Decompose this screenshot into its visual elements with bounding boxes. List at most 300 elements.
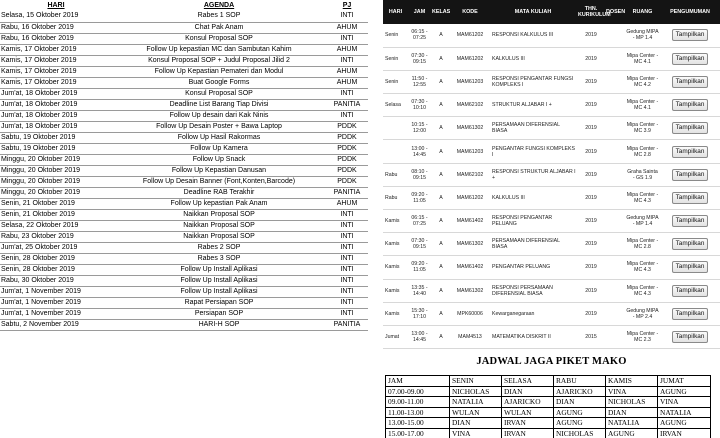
agenda-row xyxy=(0,165,368,176)
agenda-pj-cell: INTI xyxy=(326,231,368,242)
agenda-date-cell: Kamis, 17 Oktober 2019 xyxy=(0,66,112,77)
agenda-date-cell: Jum'at, 1 November 2019 xyxy=(0,308,112,319)
agenda-row xyxy=(0,88,368,99)
piket-name-cell: NATALIA xyxy=(450,397,502,408)
course-announcement-cell xyxy=(660,302,720,325)
piket-title: JADWAL JAGA PIKET MAKO xyxy=(476,356,627,367)
agenda-row xyxy=(0,187,368,198)
course-code-cell: MAM61202 xyxy=(451,47,489,70)
agenda-pj-cell: INTI xyxy=(326,33,368,44)
course-curriculum-cell: 2019 xyxy=(577,70,605,93)
piket-name-cell: RABU xyxy=(554,376,606,387)
agenda-pj-cell: INTI xyxy=(326,275,368,286)
agenda-row xyxy=(0,132,368,143)
agenda-pj-cell: INTI xyxy=(326,55,368,66)
piket-name-cell: WULAN xyxy=(450,407,502,418)
course-row xyxy=(383,279,720,302)
agenda-date-cell: Sabtu, 19 Oktober 2019 xyxy=(0,143,112,154)
piket-name-cell: DIAN xyxy=(450,418,502,429)
course-day-cell xyxy=(383,117,408,140)
piket-name-cell: KAMIS xyxy=(606,376,658,387)
course-curriculum-cell: 2019 xyxy=(577,233,605,256)
course-announcement-cell xyxy=(660,47,720,70)
course-curriculum-cell: 2019 xyxy=(577,24,605,47)
agenda-pj-cell: INTI xyxy=(326,88,368,99)
agenda-item-cell: Persiapan SOP xyxy=(112,308,326,319)
piket-name-cell: JUMAT xyxy=(658,376,711,387)
piket-name-cell: NICHOLAS xyxy=(554,428,606,438)
agenda-row xyxy=(0,121,368,132)
agenda-pj-cell: INTI xyxy=(326,253,368,264)
agenda-row xyxy=(0,220,368,231)
agenda-pj-cell: AHUM xyxy=(326,22,368,33)
agenda-date-cell: Kamis, 17 Oktober 2019 xyxy=(0,44,112,55)
course-header-row xyxy=(383,0,720,24)
agenda-row xyxy=(0,209,368,220)
course-code-cell: MAM62102 xyxy=(451,163,489,186)
agenda-pj-cell: PANITIA xyxy=(326,99,368,110)
agenda-item-cell: Deadline RAB Terakhir xyxy=(112,187,326,198)
agenda-item-cell: Follow Up Kepastian Danusan xyxy=(112,165,326,176)
agenda-row xyxy=(0,297,368,308)
show-announcement-button[interactable]: Tampilkan xyxy=(672,238,709,250)
piket-name-cell: SELASA xyxy=(502,376,554,387)
agenda-date-cell: Senin, 21 Oktober 2019 xyxy=(0,198,112,209)
course-day-cell: Senin xyxy=(383,47,408,70)
agenda-pj-cell: INTI xyxy=(326,220,368,231)
agenda-date-cell: Selasa, 22 Oktober 2019 xyxy=(0,220,112,231)
show-announcement-button[interactable]: Tampilkan xyxy=(672,146,709,158)
agenda-row xyxy=(0,77,368,88)
course-curriculum-cell: 2019 xyxy=(577,140,605,163)
course-announcement-cell xyxy=(660,24,720,47)
course-lecturer-cell xyxy=(605,140,625,163)
course-name-cell: PERSAMAAN DIFERENSIAL BIASA xyxy=(489,117,577,140)
course-name-cell: RESPONSI PENGANTAR FUNGSI KOMPLEKS I xyxy=(489,70,577,93)
course-announcement-cell xyxy=(660,186,720,209)
course-time-cell: 13:35 - 14:40 xyxy=(408,279,431,302)
agenda-date-cell: Rabu, 23 Oktober 2019 xyxy=(0,231,112,242)
course-code-cell: MAM61402 xyxy=(451,256,489,279)
show-announcement-button[interactable]: Tampilkan xyxy=(672,192,709,204)
agenda-item-cell: HARI-H SOP xyxy=(112,319,326,330)
agenda-date-cell: Senin, 28 Oktober 2019 xyxy=(0,253,112,264)
piket-time-cell: JAM xyxy=(386,376,450,387)
piket-name-cell: AGUNG xyxy=(554,407,606,418)
course-time-cell: 11:50 - 12:55 xyxy=(408,70,431,93)
piket-row xyxy=(386,418,711,429)
course-class-cell: A xyxy=(431,70,451,93)
piket-name-cell: AGUNG xyxy=(658,386,711,397)
course-room-cell: Mipa Center - MC 2.8 xyxy=(625,233,660,256)
piket-time-cell: 15.00-17.00 xyxy=(386,428,450,438)
agenda-item-cell: Deadline List Barang Tiap Divisi xyxy=(112,99,326,110)
agenda-pj-cell: AHUM xyxy=(326,77,368,88)
agenda-item-cell: Konsul Proposal SOP xyxy=(112,33,326,44)
course-time-cell: 09:20 - 11:05 xyxy=(408,256,431,279)
course-day-cell: Jumat xyxy=(383,325,408,348)
piket-name-cell: AJARICKO xyxy=(554,386,606,397)
course-class-cell: A xyxy=(431,210,451,233)
course-row xyxy=(383,117,720,140)
course-time-cell: 07:30 - 10:10 xyxy=(408,94,431,117)
course-curriculum-cell: 2019 xyxy=(577,163,605,186)
agenda-header-agenda: AGENDA xyxy=(203,1,235,9)
piket-name-cell: NATALIA xyxy=(606,418,658,429)
course-class-cell: A xyxy=(431,256,451,279)
course-name-cell: KALKULUS III xyxy=(489,186,577,209)
piket-name-cell: IRVAN xyxy=(502,418,554,429)
piket-name-cell: DIAN xyxy=(502,386,554,397)
agenda-date-cell: Jum'at, 18 Oktober 2019 xyxy=(0,110,112,121)
course-name-cell: PENGANTAR PELUANG xyxy=(489,256,577,279)
course-header-hari: HARI xyxy=(388,9,403,15)
course-curriculum-cell: 2019 xyxy=(577,94,605,117)
agenda-pj-cell: INTI xyxy=(326,286,368,297)
agenda-item-cell: Buat Google Forms xyxy=(112,77,326,88)
piket-name-cell: NICHOLAS xyxy=(450,386,502,397)
course-curriculum-cell: 2019 xyxy=(577,117,605,140)
agenda-item-cell: Naikkan Proposal SOP xyxy=(112,220,326,231)
course-announcement-cell xyxy=(660,163,720,186)
agenda-date-cell: Jum'at, 25 Oktober 2019 xyxy=(0,242,112,253)
show-announcement-button[interactable]: Tampilkan xyxy=(672,53,709,65)
agenda-row xyxy=(0,242,368,253)
course-name-cell: RESPONSI STRUKTUR ALJABAR I + xyxy=(489,163,577,186)
course-room-cell: Gedung MIPA - MP 1.4 xyxy=(625,24,660,47)
piket-name-cell: IRVAN xyxy=(658,428,711,438)
agenda-date-cell: Senin, 28 Oktober 2019 xyxy=(0,264,112,275)
show-announcement-button[interactable]: Tampilkan xyxy=(672,308,709,320)
course-header-kelas: KELAS xyxy=(432,9,451,15)
agenda-row xyxy=(0,11,368,22)
course-day-cell: Kamis xyxy=(383,302,408,325)
agenda-pj-cell: PANITIA xyxy=(326,319,368,330)
course-time-cell: 06:15 - 07:25 xyxy=(408,210,431,233)
course-lecturer-cell xyxy=(605,47,625,70)
agenda-row xyxy=(0,264,368,275)
agenda-pj-cell: PANITIA xyxy=(326,187,368,198)
agenda-table xyxy=(0,0,368,331)
piket-row xyxy=(386,397,711,408)
agenda-item-cell: Follow Up Desain Poster + Bawa Laptop xyxy=(112,121,326,132)
course-time-cell: 08:10 - 09:15 xyxy=(408,163,431,186)
course-lecturer-cell xyxy=(605,210,625,233)
course-lecturer-cell xyxy=(605,70,625,93)
agenda-item-cell: Follow Up desain dari Kak Ninis xyxy=(112,110,326,121)
course-time-cell: 10:15 - 12:00 xyxy=(408,117,431,140)
course-name-cell: RESPONSI KALKULUS III xyxy=(489,24,577,47)
show-announcement-button[interactable]: Tampilkan xyxy=(672,215,709,227)
course-announcement-cell xyxy=(660,117,720,140)
course-code-cell: MAM61202 xyxy=(451,186,489,209)
course-announcement-cell xyxy=(660,94,720,117)
course-row xyxy=(383,233,720,256)
piket-time-cell: 09.00-11.00 xyxy=(386,397,450,408)
course-room-cell: Gedung MIPA - MP 2.4 xyxy=(625,302,660,325)
course-curriculum-cell: 2019 xyxy=(577,302,605,325)
agenda-item-cell: Follow Up Install Aplikasi xyxy=(112,275,326,286)
course-class-cell: A xyxy=(431,163,451,186)
agenda-item-cell: Naikkan Proposal SOP xyxy=(112,231,326,242)
course-name-cell: PENGANTAR FUNGSI KOMPLEKS I xyxy=(489,140,577,163)
agenda-row xyxy=(0,99,368,110)
course-time-cell: 07:30 - 09:15 xyxy=(408,47,431,70)
agenda-date-cell: Rabu, 16 Oktober 2019 xyxy=(0,22,112,33)
course-time-cell: 13:00 - 14:45 xyxy=(408,140,431,163)
agenda-pj-cell: AHUM xyxy=(326,198,368,209)
course-announcement-cell xyxy=(660,70,720,93)
show-announcement-button[interactable]: Tampilkan xyxy=(672,169,709,181)
piket-name-cell: VINA xyxy=(606,386,658,397)
course-lecturer-cell xyxy=(605,256,625,279)
agenda-pj-cell: INTI xyxy=(326,209,368,220)
agenda-pj-cell: INTI xyxy=(326,242,368,253)
agenda-row xyxy=(0,275,368,286)
agenda-pj-cell: INTI xyxy=(326,308,368,319)
agenda-item-cell: Follow Up kepastian MC dan Sambutan Kahim xyxy=(112,44,326,55)
course-header-kode: KODE xyxy=(462,9,478,15)
course-code-cell: MAM61402 xyxy=(451,210,489,233)
agenda-row xyxy=(0,33,368,44)
course-name-cell: KALKULUS III xyxy=(489,47,577,70)
agenda-date-cell: Jum'at, 18 Oktober 2019 xyxy=(0,121,112,132)
piket-name-cell: AGUNG xyxy=(554,418,606,429)
course-header-thn: THN. KURIKULUM xyxy=(578,6,611,18)
agenda-row xyxy=(0,176,368,187)
course-announcement-cell xyxy=(660,210,720,233)
course-time-cell: 07:30 - 09:15 xyxy=(408,233,431,256)
course-code-cell: MAM61302 xyxy=(451,233,489,256)
course-code-cell: MAM62102 xyxy=(451,94,489,117)
agenda-item-cell: Rabes 3 SOP xyxy=(112,253,326,264)
course-room-cell: Mipa Center - MC 4.2 xyxy=(625,70,660,93)
course-day-cell: Selasa xyxy=(383,94,408,117)
agenda-pj-cell: PDDK xyxy=(326,121,368,132)
agenda-row xyxy=(0,143,368,154)
agenda-pj-cell: PDDK xyxy=(326,132,368,143)
course-class-cell: A xyxy=(431,186,451,209)
agenda-item-cell: Follow Up Kepastian Pemateri dan Modul xyxy=(112,66,326,77)
show-announcement-button[interactable]: Tampilkan xyxy=(672,285,709,297)
course-code-cell: MPK60006 xyxy=(451,302,489,325)
course-code-cell: MAM61302 xyxy=(451,279,489,302)
course-time-cell: 13:00 - 14:45 xyxy=(408,325,431,348)
piket-name-cell: IRVAN xyxy=(502,428,554,438)
course-code-cell: MAM61203 xyxy=(451,70,489,93)
course-day-cell: Kamis xyxy=(383,256,408,279)
agenda-item-cell: Follow Up Desain Banner (Font,Konten,Barcode) xyxy=(112,176,326,187)
course-lecturer-cell xyxy=(605,233,625,256)
piket-name-cell: NICHOLAS xyxy=(606,397,658,408)
piket-body xyxy=(386,376,711,438)
course-lecturer-cell xyxy=(605,186,625,209)
agenda-date-cell: Sabtu, 2 November 2019 xyxy=(0,319,112,330)
course-row xyxy=(383,210,720,233)
piket-name-cell: DIAN xyxy=(554,397,606,408)
course-name-cell: PERSAMAAN DIFERENSIAL BIASA xyxy=(489,233,577,256)
course-announcement-cell xyxy=(660,325,720,348)
agenda-pj-cell: PDDK xyxy=(326,143,368,154)
course-header-jam: JAM xyxy=(413,9,426,15)
course-header-dosen: DOSEN xyxy=(606,9,626,15)
agenda-item-cell: Chat Pak Anam xyxy=(112,22,326,33)
agenda-item-cell: Konsul Proposal SOP xyxy=(112,88,326,99)
agenda-row xyxy=(0,319,368,330)
course-curriculum-cell: 2019 xyxy=(577,256,605,279)
course-day-cell: Kamis xyxy=(383,210,408,233)
course-lecturer-cell xyxy=(605,163,625,186)
course-class-cell: A xyxy=(431,233,451,256)
course-day-cell: Senin xyxy=(383,70,408,93)
agenda-date-cell: Selasa, 15 Oktober 2019 xyxy=(0,11,112,22)
agenda-body xyxy=(0,11,368,330)
show-announcement-button[interactable]: Tampilkan xyxy=(672,331,709,343)
course-code-cell: MAM61302 xyxy=(451,117,489,140)
course-row xyxy=(383,24,720,47)
course-announcement-cell xyxy=(660,233,720,256)
course-curriculum-cell: 2019 xyxy=(577,47,605,70)
course-class-cell: A xyxy=(431,302,451,325)
show-announcement-button[interactable]: Tampilkan xyxy=(672,99,709,111)
course-curriculum-cell: 2019 xyxy=(577,279,605,302)
agenda-item-cell: Follow Up Hasil Rakormas xyxy=(112,132,326,143)
course-room-cell: Mipa Center - MC 4.1 xyxy=(625,94,660,117)
piket-time-cell: 11.00-13.00 xyxy=(386,407,450,418)
course-room-cell: Mipa Center - MC 2.8 xyxy=(625,140,660,163)
course-lecturer-cell xyxy=(605,302,625,325)
course-day-cell: Kamis xyxy=(383,279,408,302)
course-row xyxy=(383,47,720,70)
course-day-cell xyxy=(383,140,408,163)
agenda-item-cell: Rapat Persiapan SOP xyxy=(112,297,326,308)
course-name-cell: Kewarganegaraan xyxy=(489,302,577,325)
agenda-item-cell: Naikkan Proposal SOP xyxy=(112,209,326,220)
course-name-cell: RESPONSI PERSAMAAN DIFERENSIAL BIASA xyxy=(489,279,577,302)
course-row xyxy=(383,256,720,279)
piket-name-cell: AGUNG xyxy=(606,428,658,438)
agenda-header-pj: PJ xyxy=(342,1,352,9)
piket-table xyxy=(385,375,711,438)
agenda-date-cell: Minggu, 20 Oktober 2019 xyxy=(0,154,112,165)
show-announcement-button[interactable]: Tampilkan xyxy=(672,76,709,88)
agenda-date-cell: Senin, 21 Oktober 2019 xyxy=(0,209,112,220)
piket-row xyxy=(386,428,711,438)
course-row xyxy=(383,325,720,348)
piket-row xyxy=(386,407,711,418)
course-announcement-cell xyxy=(660,256,720,279)
course-name-cell: STRUKTUR ALJABAR I + xyxy=(489,94,577,117)
agenda-row xyxy=(0,44,368,55)
course-class-cell: A xyxy=(431,279,451,302)
piket-name-cell: DIAN xyxy=(606,407,658,418)
agenda-item-cell: Rabes 2 SOP xyxy=(112,242,326,253)
course-name-cell: MATEMATIKA DISKRIT II xyxy=(489,325,577,348)
agenda-item-cell: Follow Up Install Aplikasi xyxy=(112,286,326,297)
course-lecturer-cell xyxy=(605,279,625,302)
agenda-item-cell: Follow Up Install Aplikasi xyxy=(112,264,326,275)
show-announcement-button[interactable]: Tampilkan xyxy=(672,261,709,273)
piket-name-cell: WULAN xyxy=(502,407,554,418)
course-name-cell: RESPONSI PENGANTAR PELUANG xyxy=(489,210,577,233)
agenda-date-cell: Minggu, 20 Oktober 2019 xyxy=(0,165,112,176)
agenda-pj-cell: INTI xyxy=(326,11,368,22)
course-announcement-cell xyxy=(660,140,720,163)
agenda-date-cell: Minggu, 20 Oktober 2019 xyxy=(0,187,112,198)
agenda-date-cell: Jum'at, 18 Oktober 2019 xyxy=(0,88,112,99)
agenda-row xyxy=(0,308,368,319)
course-header-pengumuman: PENGUMUMAN xyxy=(670,9,710,15)
course-lecturer-cell xyxy=(605,94,625,117)
course-class-cell: A xyxy=(431,325,451,348)
course-class-cell: A xyxy=(431,140,451,163)
course-curriculum-cell: 2019 xyxy=(577,210,605,233)
agenda-date-cell: Rabu, 30 Oktober 2019 xyxy=(0,275,112,286)
show-announcement-button[interactable]: Tampilkan xyxy=(672,29,709,41)
course-code-cell: MAM61203 xyxy=(451,140,489,163)
course-curriculum-cell: 2019 xyxy=(577,186,605,209)
course-code-cell: MAM61202 xyxy=(451,24,489,47)
course-day-cell: Kamis xyxy=(383,233,408,256)
course-time-cell: 06:15 - 07:25 xyxy=(408,24,431,47)
course-class-cell: A xyxy=(431,94,451,117)
piket-time-cell: 13.00-15.00 xyxy=(386,418,450,429)
agenda-row xyxy=(0,66,368,77)
course-row xyxy=(383,163,720,186)
course-class-cell: A xyxy=(431,117,451,140)
piket-row xyxy=(386,386,711,397)
agenda-date-cell: Sabtu, 19 Oktober 2019 xyxy=(0,132,112,143)
agenda-row xyxy=(0,198,368,209)
agenda-date-cell: Jum'at, 18 Oktober 2019 xyxy=(0,99,112,110)
course-curriculum-cell: 2015 xyxy=(577,325,605,348)
agenda-pj-cell: PDDK xyxy=(326,165,368,176)
agenda-date-cell: Jum'at, 1 November 2019 xyxy=(0,297,112,308)
course-schedule-table xyxy=(383,0,720,349)
agenda-pj-cell: INTI xyxy=(326,110,368,121)
course-row xyxy=(383,140,720,163)
course-room-cell: Mipa Center - MC 4.3 xyxy=(625,279,660,302)
course-lecturer-cell xyxy=(605,117,625,140)
agenda-row xyxy=(0,110,368,121)
agenda-pj-cell: INTI xyxy=(326,297,368,308)
agenda-pj-cell: AHUM xyxy=(326,66,368,77)
agenda-row xyxy=(0,154,368,165)
agenda-pj-cell: PDDK xyxy=(326,176,368,187)
course-row xyxy=(383,70,720,93)
course-room-cell: Mipa Center - MC 2.3 xyxy=(625,325,660,348)
course-announcement-cell xyxy=(660,279,720,302)
agenda-pj-cell: INTI xyxy=(326,264,368,275)
agenda-date-cell: Minggu, 20 Oktober 2019 xyxy=(0,176,112,187)
piket-name-cell: AGUNG xyxy=(658,418,711,429)
course-room-cell: Graha Sainta - GS 1.9 xyxy=(625,163,660,186)
agenda-item-cell: Follow Up Kamera xyxy=(112,143,326,154)
course-row xyxy=(383,302,720,325)
course-time-cell: 09:20 - 11:05 xyxy=(408,186,431,209)
agenda-date-cell: Kamis, 17 Oktober 2019 xyxy=(0,77,112,88)
piket-name-cell: VINA xyxy=(658,397,711,408)
agenda-header-hari: HARI xyxy=(47,1,65,9)
piket-name-cell: AJARICKO xyxy=(502,397,554,408)
course-day-cell: Rabu xyxy=(383,186,408,209)
course-header-matkul: MATA KULIAH xyxy=(514,9,552,15)
agenda-date-cell: Rabu, 16 Oktober 2019 xyxy=(0,33,112,44)
course-lecturer-cell xyxy=(605,24,625,47)
piket-header-row xyxy=(386,376,711,387)
show-announcement-button[interactable]: Tampilkan xyxy=(672,122,709,134)
course-class-cell: A xyxy=(431,24,451,47)
